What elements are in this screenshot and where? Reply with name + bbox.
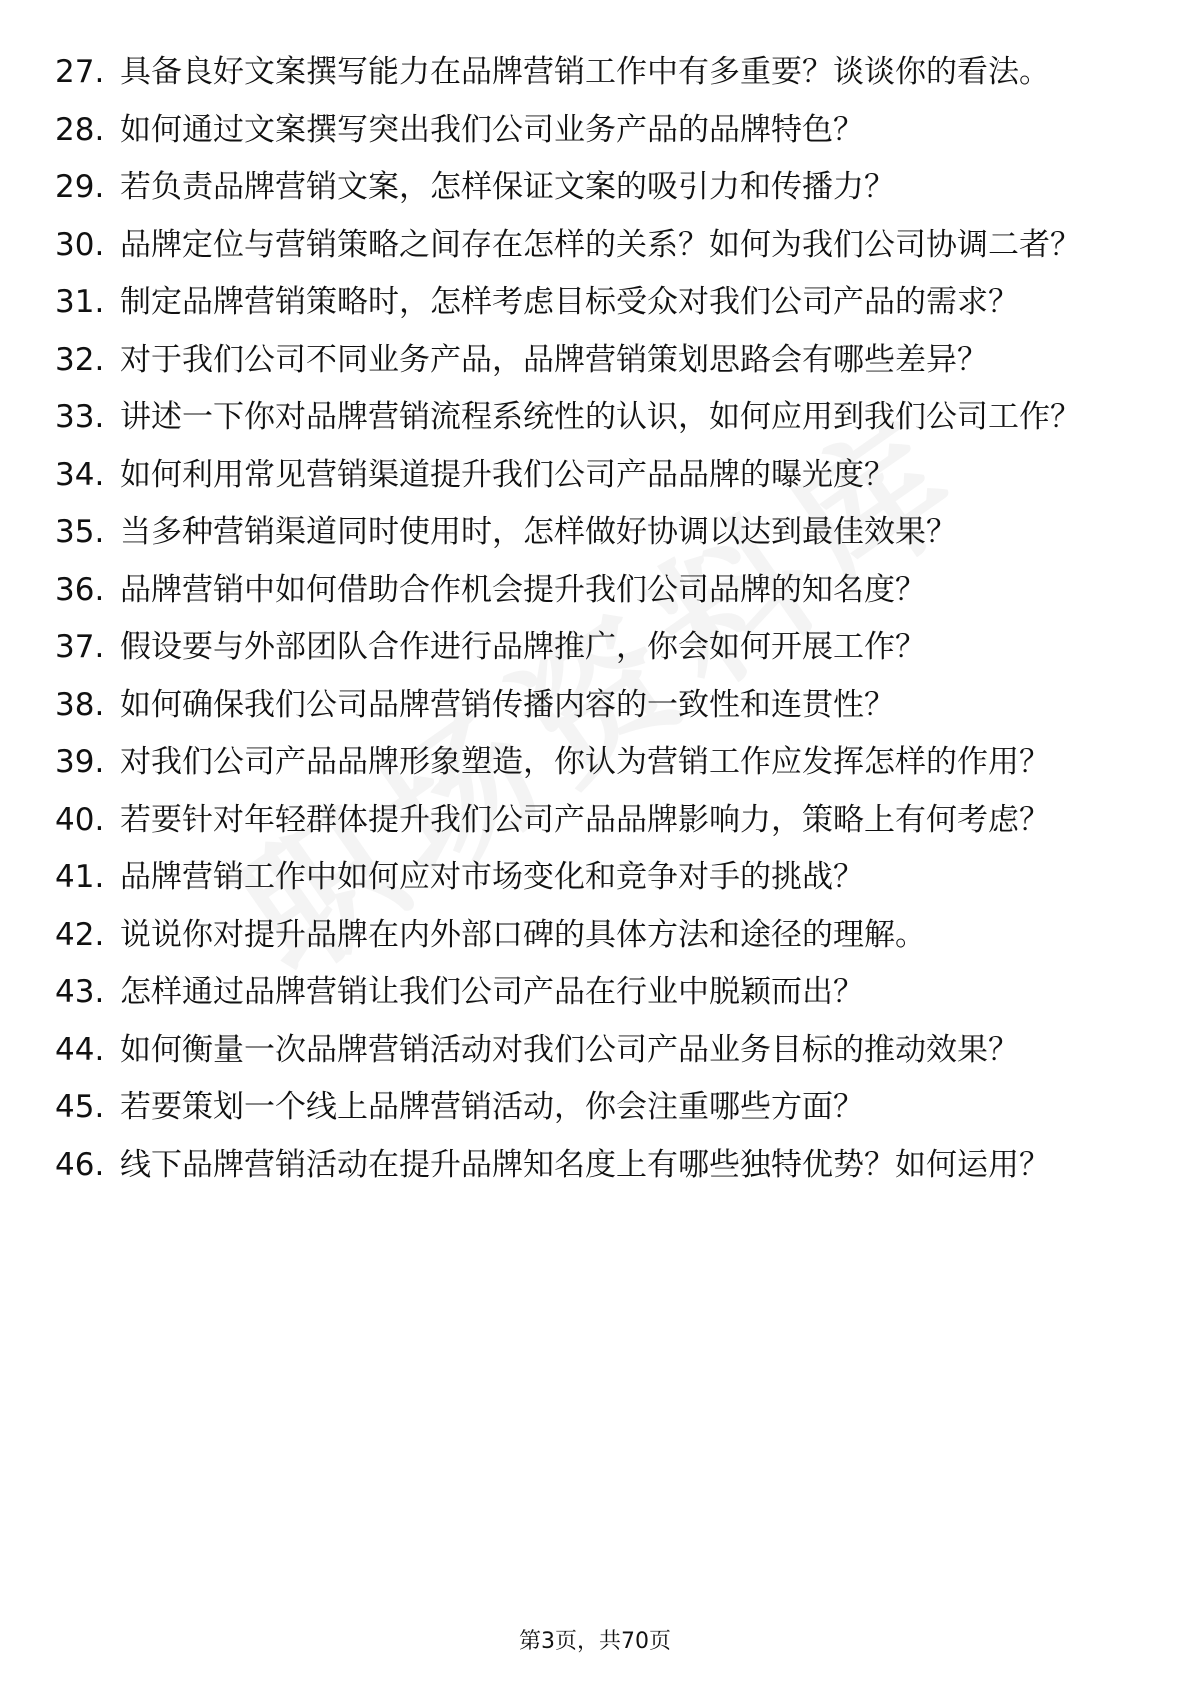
question-text: 若要针对年轻群体提升我们公司产品品牌影响力，策略上有何考虑？	[120, 801, 1050, 838]
question-item	[55, 110, 1125, 151]
question-list	[55, 52, 1125, 1202]
question-number: 37.	[55, 629, 105, 665]
question-item	[55, 340, 1125, 381]
question-number: 35.	[55, 514, 105, 550]
question-number: 30.	[55, 226, 105, 263]
question-item	[55, 742, 1125, 783]
question-number: 36.	[55, 571, 105, 608]
question-number: 29.	[55, 169, 105, 205]
question-number: 44.	[55, 1031, 105, 1068]
question-text: 具备良好文案撰写能力在品牌营销工作中有多重要？谈谈你的看法。	[120, 54, 1050, 90]
question-text: 若负责品牌营销文案，怎样保证文案的吸引力和传播力？	[120, 169, 895, 205]
question-number: 28.	[55, 111, 105, 148]
question-item	[55, 52, 1125, 93]
question-item	[55, 800, 1125, 841]
question-item	[55, 225, 1125, 266]
question-text: 品牌营销工作中如何应对市场变化和竞争对手的挑战？	[120, 859, 864, 895]
question-item	[55, 570, 1125, 611]
question-text: 品牌营销中如何借助合作机会提升我们公司品牌的知名度？	[120, 571, 926, 608]
question-number: 42.	[55, 916, 105, 953]
question-item	[55, 1087, 1125, 1128]
question-text: 当多种营销渠道同时使用时，怎样做好协调以达到最佳效果？	[120, 514, 957, 550]
question-text: 若要策划一个线上品牌营销活动，你会注重哪些方面？	[120, 1089, 864, 1125]
question-item	[55, 915, 1125, 956]
question-text: 线下品牌营销活动在提升品牌知名度上有哪些独特优势？如何运用？	[120, 1146, 1050, 1183]
question-text: 如何利用常见营销渠道提升我们公司产品品牌的曝光度？	[120, 456, 895, 493]
question-number: 43.	[55, 974, 105, 1010]
question-text: 怎样通过品牌营销让我们公司产品在行业中脱颖而出？	[120, 974, 864, 1010]
question-number: 27.	[55, 54, 105, 90]
question-item	[55, 167, 1125, 208]
question-number: 32.	[55, 341, 105, 378]
question-text: 如何通过文案撰写突出我们公司业务产品的品牌特色？	[120, 111, 864, 148]
question-item	[55, 685, 1125, 726]
question-number: 46.	[55, 1146, 105, 1183]
question-item	[55, 627, 1125, 668]
question-text: 讲述一下你对品牌营销流程系统性的认识，如何应用到我们公司工作？	[120, 399, 1081, 435]
question-item	[55, 1030, 1125, 1071]
question-text: 假设要与外部团队合作进行品牌推广，你会如何开展工作？	[120, 629, 926, 665]
question-text: 如何衡量一次品牌营销活动对我们公司产品业务目标的推动效果？	[120, 1031, 1019, 1068]
question-text: 对我们公司产品品牌形象塑造，你认为营销工作应发挥怎样的作用？	[120, 744, 1050, 780]
question-item	[55, 972, 1125, 1013]
question-item	[55, 455, 1125, 496]
question-text: 如何确保我们公司品牌营销传播内容的一致性和连贯性？	[120, 686, 895, 723]
question-item	[55, 512, 1125, 553]
question-text: 制定品牌营销策略时，怎样考虑目标受众对我们公司产品的需求？	[120, 284, 1019, 320]
page-footer	[0, 1628, 1190, 1656]
question-text: 对于我们公司不同业务产品，品牌营销策划思路会有哪些差异？	[120, 341, 988, 378]
question-item	[55, 857, 1125, 898]
question-number: 41.	[55, 859, 105, 895]
question-number: 33.	[55, 399, 105, 435]
question-number: 40.	[55, 801, 105, 838]
question-item	[55, 282, 1125, 323]
question-number: 34.	[55, 456, 105, 493]
question-item	[55, 1145, 1125, 1186]
question-number: 45.	[55, 1089, 105, 1125]
question-number: 31.	[55, 284, 105, 320]
question-text: 说说你对提升品牌在内外部口碑的具体方法和途径的理解。	[120, 916, 926, 953]
question-number: 38.	[55, 686, 105, 723]
question-number: 39.	[55, 744, 105, 780]
page-number-label: 第3页，共70页	[519, 1629, 671, 1654]
question-item	[55, 397, 1125, 438]
question-text: 品牌定位与营销策略之间存在怎样的关系？如何为我们公司协调二者？	[120, 226, 1081, 263]
